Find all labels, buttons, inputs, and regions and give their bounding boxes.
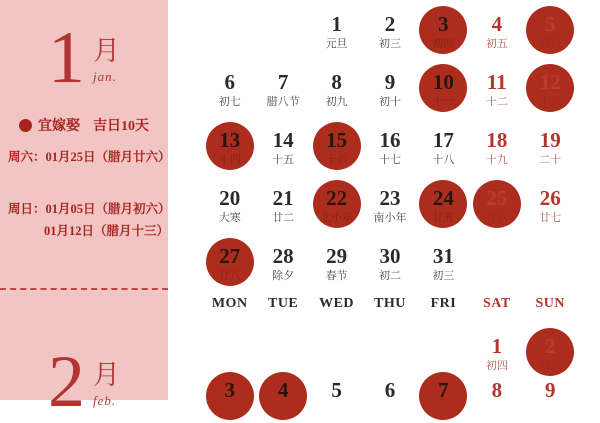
auspicious-summary bbox=[0, 115, 168, 135]
day-cell[interactable] bbox=[470, 330, 523, 374]
day-cell[interactable] bbox=[524, 182, 577, 240]
empty-cell bbox=[524, 240, 577, 298]
lunar-label: 初十 bbox=[378, 96, 401, 108]
day-cell[interactable] bbox=[203, 240, 256, 298]
lunar-label: 廿六 bbox=[485, 212, 508, 224]
lunar-label: 北小年 bbox=[320, 212, 354, 224]
lunar-label: 廿七 bbox=[539, 212, 562, 224]
day-number: 5 bbox=[545, 12, 556, 36]
day-cell[interactable] bbox=[417, 124, 470, 182]
auspicious-count: 吉日10天 bbox=[93, 119, 149, 134]
lunar-label: 十二 bbox=[485, 96, 508, 108]
weekday-label-mon: MON bbox=[211, 296, 248, 311]
day-cell[interactable] bbox=[310, 182, 363, 240]
day-cell[interactable] bbox=[524, 330, 577, 374]
lunar-label: 元旦 bbox=[325, 38, 348, 50]
day-cell[interactable] bbox=[524, 66, 577, 124]
day-number: 30 bbox=[379, 244, 401, 268]
lunar-label: 十四 bbox=[218, 154, 241, 166]
day-number: 21 bbox=[272, 186, 294, 210]
day-cell[interactable] bbox=[310, 8, 363, 66]
day-number: 6 bbox=[384, 378, 396, 402]
lunar-label: 初二 bbox=[378, 270, 401, 282]
month-suffix-group bbox=[93, 348, 120, 416]
day-cell[interactable] bbox=[310, 240, 363, 298]
sidebar bbox=[0, 0, 171, 423]
empty-cell bbox=[363, 330, 416, 374]
day-cell[interactable] bbox=[470, 124, 523, 182]
day-number: 6 bbox=[224, 70, 235, 94]
day-number: 8 bbox=[491, 378, 503, 402]
day-cell[interactable] bbox=[470, 8, 523, 66]
day-cell[interactable] bbox=[203, 124, 256, 182]
day-cell[interactable] bbox=[203, 66, 256, 124]
day-number: 9 bbox=[545, 378, 556, 402]
sunday-dates-line-1: 周日：01月05日（腊月初六） bbox=[8, 202, 171, 216]
day-number: 23 bbox=[379, 186, 401, 210]
lunar-label: 初四 bbox=[485, 360, 508, 372]
lunar-label: 大寒 bbox=[218, 212, 241, 224]
day-number: 2 bbox=[384, 12, 396, 36]
saturday-dates-line: 周六：01月25日（腊月廿六） bbox=[8, 150, 171, 164]
day-cell[interactable] bbox=[310, 124, 363, 182]
lunar-label: 廿二 bbox=[272, 212, 295, 224]
day-number: 4 bbox=[491, 12, 503, 36]
lunar-label: 初三 bbox=[378, 38, 401, 50]
day-cell[interactable] bbox=[203, 182, 256, 240]
month-number: 1 bbox=[48, 17, 85, 99]
weekday-label-sun: SUN bbox=[535, 296, 566, 311]
auspicious-tag: 宜嫁娶 bbox=[38, 119, 80, 134]
day-cell[interactable] bbox=[256, 374, 309, 418]
january-grid bbox=[203, 8, 577, 298]
sunday-dates-line-2: 01月12日（腊月十三） bbox=[44, 224, 170, 238]
empty-cell bbox=[417, 330, 470, 374]
lunar-label: 二十 bbox=[539, 154, 562, 166]
lunar-label: 除夕 bbox=[272, 270, 295, 282]
day-number: 4 bbox=[277, 378, 289, 402]
day-cell[interactable] bbox=[524, 374, 577, 418]
month-title-february bbox=[0, 341, 168, 423]
weekday-label-fri: FRI bbox=[430, 296, 457, 311]
day-number: 20 bbox=[219, 186, 241, 210]
day-number: 7 bbox=[438, 378, 449, 402]
day-cell[interactable] bbox=[417, 66, 470, 124]
day-cell[interactable] bbox=[470, 66, 523, 124]
day-cell[interactable] bbox=[363, 240, 416, 298]
calendar-grid-area bbox=[168, 0, 600, 400]
month-abbr: feb. bbox=[93, 393, 117, 408]
day-cell[interactable] bbox=[524, 124, 577, 182]
empty-cell bbox=[470, 240, 523, 298]
month-char: 月 bbox=[93, 36, 120, 66]
dashed-divider bbox=[0, 288, 168, 290]
lunar-label: 初三 bbox=[432, 270, 455, 282]
day-number: 9 bbox=[384, 70, 396, 94]
day-number: 15 bbox=[326, 128, 348, 152]
day-number: 10 bbox=[432, 70, 454, 94]
lunar-label: 十五 bbox=[272, 154, 295, 166]
day-number: 2 bbox=[545, 334, 556, 358]
lunar-label: 廿八 bbox=[218, 270, 241, 282]
weekday-header-row bbox=[203, 296, 577, 312]
day-number: 18 bbox=[486, 128, 508, 152]
lunar-label: 初五 bbox=[539, 360, 562, 372]
day-cell[interactable] bbox=[417, 374, 470, 418]
month-title-january bbox=[0, 17, 168, 99]
day-cell[interactable] bbox=[470, 182, 523, 240]
day-cell[interactable] bbox=[256, 124, 309, 182]
lunar-label: 十三 bbox=[539, 96, 562, 108]
month-char: 月 bbox=[93, 360, 120, 390]
day-number: 14 bbox=[272, 128, 294, 152]
day-number: 27 bbox=[219, 244, 241, 268]
day-cell[interactable] bbox=[310, 66, 363, 124]
empty-cell bbox=[203, 8, 256, 66]
day-number: 16 bbox=[379, 128, 401, 152]
day-number: 24 bbox=[432, 186, 454, 210]
lunar-label: 初五 bbox=[485, 38, 508, 50]
day-cell[interactable] bbox=[256, 240, 309, 298]
day-number: 8 bbox=[331, 70, 342, 94]
day-number: 19 bbox=[539, 128, 561, 152]
day-number: 22 bbox=[326, 186, 348, 210]
day-cell[interactable] bbox=[417, 182, 470, 240]
day-cell[interactable] bbox=[310, 374, 363, 418]
lunar-label: 十九 bbox=[485, 154, 508, 166]
lunar-label: 十七 bbox=[378, 154, 401, 166]
february-grid bbox=[203, 330, 577, 418]
lunar-label: 初六 bbox=[539, 38, 562, 50]
empty-cell bbox=[310, 330, 363, 374]
day-number: 25 bbox=[486, 186, 508, 210]
weekday-label-tue: TUE bbox=[267, 296, 299, 311]
day-cell[interactable] bbox=[417, 8, 470, 66]
lunar-label: 初四 bbox=[432, 38, 455, 50]
day-number: 29 bbox=[326, 244, 348, 268]
lunar-label: 腊八节 bbox=[266, 96, 300, 108]
lunar-label: 初七 bbox=[218, 96, 241, 108]
empty-cell bbox=[203, 330, 256, 374]
weekday-label-wed: WED bbox=[319, 296, 355, 311]
day-cell[interactable] bbox=[256, 182, 309, 240]
day-cell[interactable] bbox=[363, 182, 416, 240]
lunar-label: 春节 bbox=[325, 270, 348, 282]
weekday-label-thu: THU bbox=[374, 296, 406, 311]
red-dot-icon bbox=[19, 119, 32, 132]
day-number: 11 bbox=[486, 70, 507, 94]
day-cell[interactable] bbox=[524, 8, 577, 66]
day-cell[interactable] bbox=[363, 8, 416, 66]
day-cell[interactable] bbox=[363, 66, 416, 124]
lunar-label: 十八 bbox=[432, 154, 455, 166]
day-number: 12 bbox=[539, 70, 561, 94]
lunar-label: 十一 bbox=[432, 96, 455, 108]
day-number: 13 bbox=[219, 128, 241, 152]
day-number: 3 bbox=[224, 378, 235, 402]
day-cell[interactable] bbox=[417, 240, 470, 298]
month-abbr: jan. bbox=[93, 69, 117, 84]
day-number: 28 bbox=[272, 244, 294, 268]
day-number: 3 bbox=[438, 12, 449, 36]
month-number: 2 bbox=[48, 341, 85, 423]
day-cell[interactable] bbox=[363, 124, 416, 182]
day-number: 31 bbox=[432, 244, 454, 268]
day-cell[interactable] bbox=[363, 374, 416, 418]
empty-cell bbox=[256, 8, 309, 66]
day-number: 17 bbox=[432, 128, 454, 152]
weekday-label-sat: SAT bbox=[483, 296, 511, 311]
day-number: 5 bbox=[331, 378, 342, 402]
day-number: 1 bbox=[331, 12, 342, 36]
lunar-label: 南小年 bbox=[373, 212, 407, 224]
day-cell[interactable] bbox=[203, 374, 256, 418]
lunar-label: 初九 bbox=[325, 96, 348, 108]
day-number: 26 bbox=[539, 186, 561, 210]
day-number: 1 bbox=[491, 334, 503, 358]
day-number: 7 bbox=[277, 70, 289, 94]
lunar-label: 十六 bbox=[325, 154, 348, 166]
month-suffix-group bbox=[93, 24, 120, 92]
empty-cell bbox=[256, 330, 309, 374]
day-cell[interactable] bbox=[256, 66, 309, 124]
lunar-label: 廿五 bbox=[432, 212, 455, 224]
day-cell[interactable] bbox=[470, 374, 523, 418]
